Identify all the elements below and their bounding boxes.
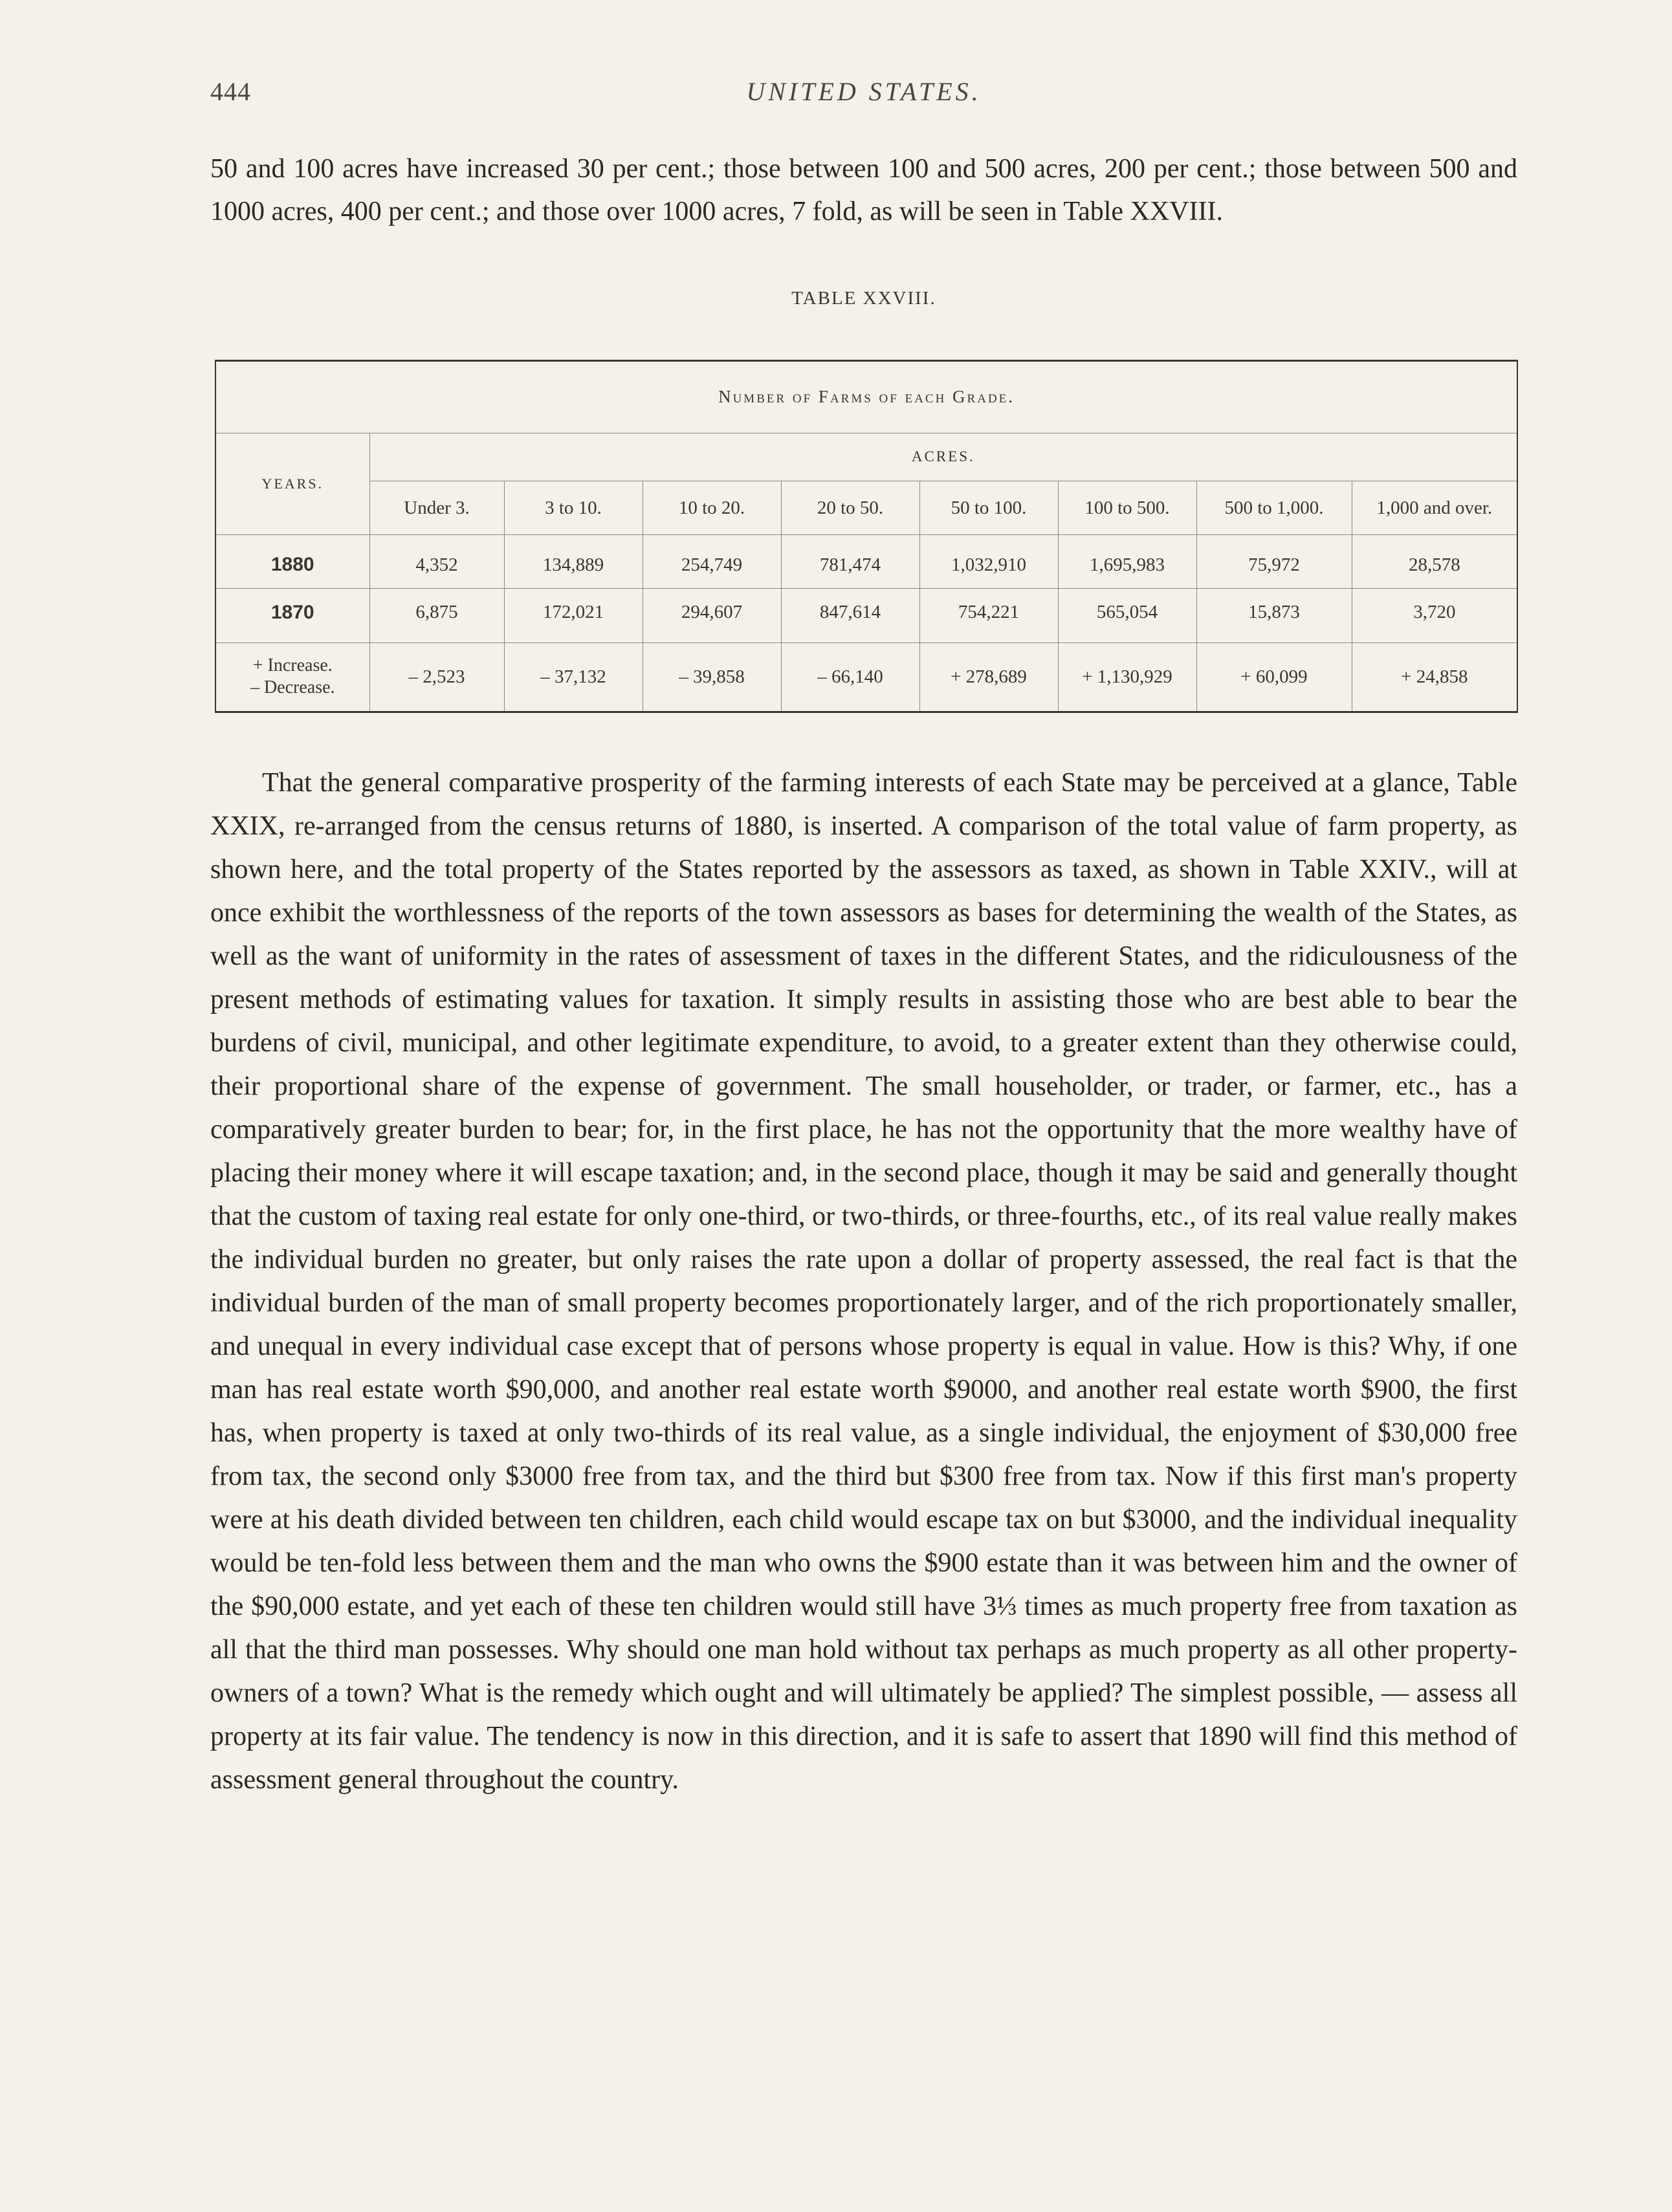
table-cell: 15,873: [1196, 589, 1352, 642]
column-header: 50 to 100.: [919, 481, 1058, 535]
column-header: 20 to 50.: [781, 481, 919, 535]
farm-grade-table: [215, 360, 1518, 713]
change-label: [215, 642, 369, 712]
table-cell: 28,578: [1352, 535, 1517, 589]
row-year: 1870: [215, 589, 369, 642]
table-cell: 4,352: [369, 535, 504, 589]
table-cell: 3,720: [1352, 589, 1517, 642]
row-year: 1880: [215, 535, 369, 589]
table-cell: 254,749: [643, 535, 781, 589]
table-cell: 565,054: [1058, 589, 1196, 642]
column-header: Under 3.: [369, 481, 504, 535]
decrease-label: – Decrease.: [250, 677, 335, 698]
column-header: 100 to 500.: [1058, 481, 1196, 535]
table-cell: 847,614: [781, 589, 919, 642]
change-cell: – 37,132: [504, 642, 643, 712]
table-row: [215, 589, 1517, 642]
main-paragraph: That the general comparative prosperity of the farming interests of each State may be perceived at a glance, Table XXIX, re-arranged from the census returns of 1880, is inserted. A comparison of the total value of farm property, as shown here, and the total property of the States reported by the assessors as taxed, as shown in Table XXIV., will at once exhibit the worthlessness of the reports of the town assessors as bases for determining the wealth of the States, as well as the want of uniformity in the rates of assessment of taxes in the different States, and the ridiculousness of the present methods of estimating values for taxation. It simply results in assisting those who are best able to bear the burdens of civil, municipal, and other legitimate expenditure, to avoid, to a greater extent than they otherwise could, their proportional share of the expense of government. The small householder, or trader, or farmer, etc., has a comparatively greater burden to bear; for, in the first place, he has not the opportunity that the more wealthy have of placing their money where it will escape taxation; and, in the second place, though it may be said and generally thought that the custom of taxing real estate for only one-third, or two-thirds, or three-fourths, etc., of its real value really makes the individual burden no greater, but only raises the rate upon a dollar of property assessed, the real fact is that the individual burden of the man of small property becomes proportionately larger, and of the rich proportionately smaller, and unequal in every individual case except that of persons whose property is equal in value. How is this? Why, if one man has real estate worth $90,000, and another real estate worth $9000, and another real estate worth $900, the first has, when property is taxed at only two-thirds of its real value, as a single individual, the enjoyment of $30,000 free from tax, the second only $3000 free from tax, and the third but $300 free from tax. Now if this first man's property were at his death divided between ten children, each child would escape tax on but $3000, and the individual inequality would be ten-fold less between them and the man who owns the $900 estate than it was between him and the owner of the $90,000 estate, and yet each of these ten children would still have 3⅓ times as much property free from taxation as all that the third man possesses. Why should one man hold without tax perhaps as much property as all other property-owners of a town? What is the remedy which ought and will ultimately be applied? The simplest possible, — assess all property at its fair value. The tendency is now in this direction, and it is safe to assert that 1890 will find this method of assessment general throughout the country.: [210, 768, 1517, 1795]
table-cell: 134,889: [504, 535, 643, 589]
change-cell: – 39,858: [643, 642, 781, 712]
table-cell: 294,607: [643, 589, 781, 642]
change-cell: + 60,099: [1196, 642, 1352, 712]
table-cell: 75,972: [1196, 535, 1352, 589]
column-header: 500 to 1,000.: [1196, 481, 1352, 535]
table-cell: 754,221: [919, 589, 1058, 642]
column-header: 10 to 20.: [643, 481, 781, 535]
change-row: [215, 642, 1517, 712]
table-cell: 1,032,910: [919, 535, 1058, 589]
change-cell: + 1,130,929: [1058, 642, 1196, 712]
table-cell: 6,875: [369, 589, 504, 642]
years-header: YEARS.: [215, 433, 369, 535]
table-title: Number of Farms of each Grade.: [215, 361, 1517, 433]
table-cell: 172,021: [504, 589, 643, 642]
page-number: 444: [210, 77, 251, 106]
running-title: UNITED STATES.: [746, 77, 982, 106]
change-cell: – 66,140: [781, 642, 919, 712]
column-header: 1,000 and over.: [1352, 481, 1517, 535]
change-cell: – 2,523: [369, 642, 504, 712]
change-cell: + 24,858: [1352, 642, 1517, 712]
acres-header: ACRES.: [369, 433, 1517, 481]
increase-label: + Increase.: [252, 655, 333, 676]
change-cell: + 278,689: [919, 642, 1058, 712]
intro-paragraph: 50 and 100 acres have increased 30 per cent.; those between 100 and 500 acres, 200 per cent.; those between 500 and 1000 acres, 400 per cent.; and those over 1000 acres, 7 fold, as will be seen in Table XXVIII.: [210, 154, 1517, 226]
column-header: 3 to 10.: [504, 481, 643, 535]
page-header: [210, 76, 1517, 115]
table-row: [215, 535, 1517, 589]
table-caption: TABLE XXVIII.: [791, 288, 936, 309]
table-cell: 1,695,983: [1058, 535, 1196, 589]
table-cell: 781,474: [781, 535, 919, 589]
